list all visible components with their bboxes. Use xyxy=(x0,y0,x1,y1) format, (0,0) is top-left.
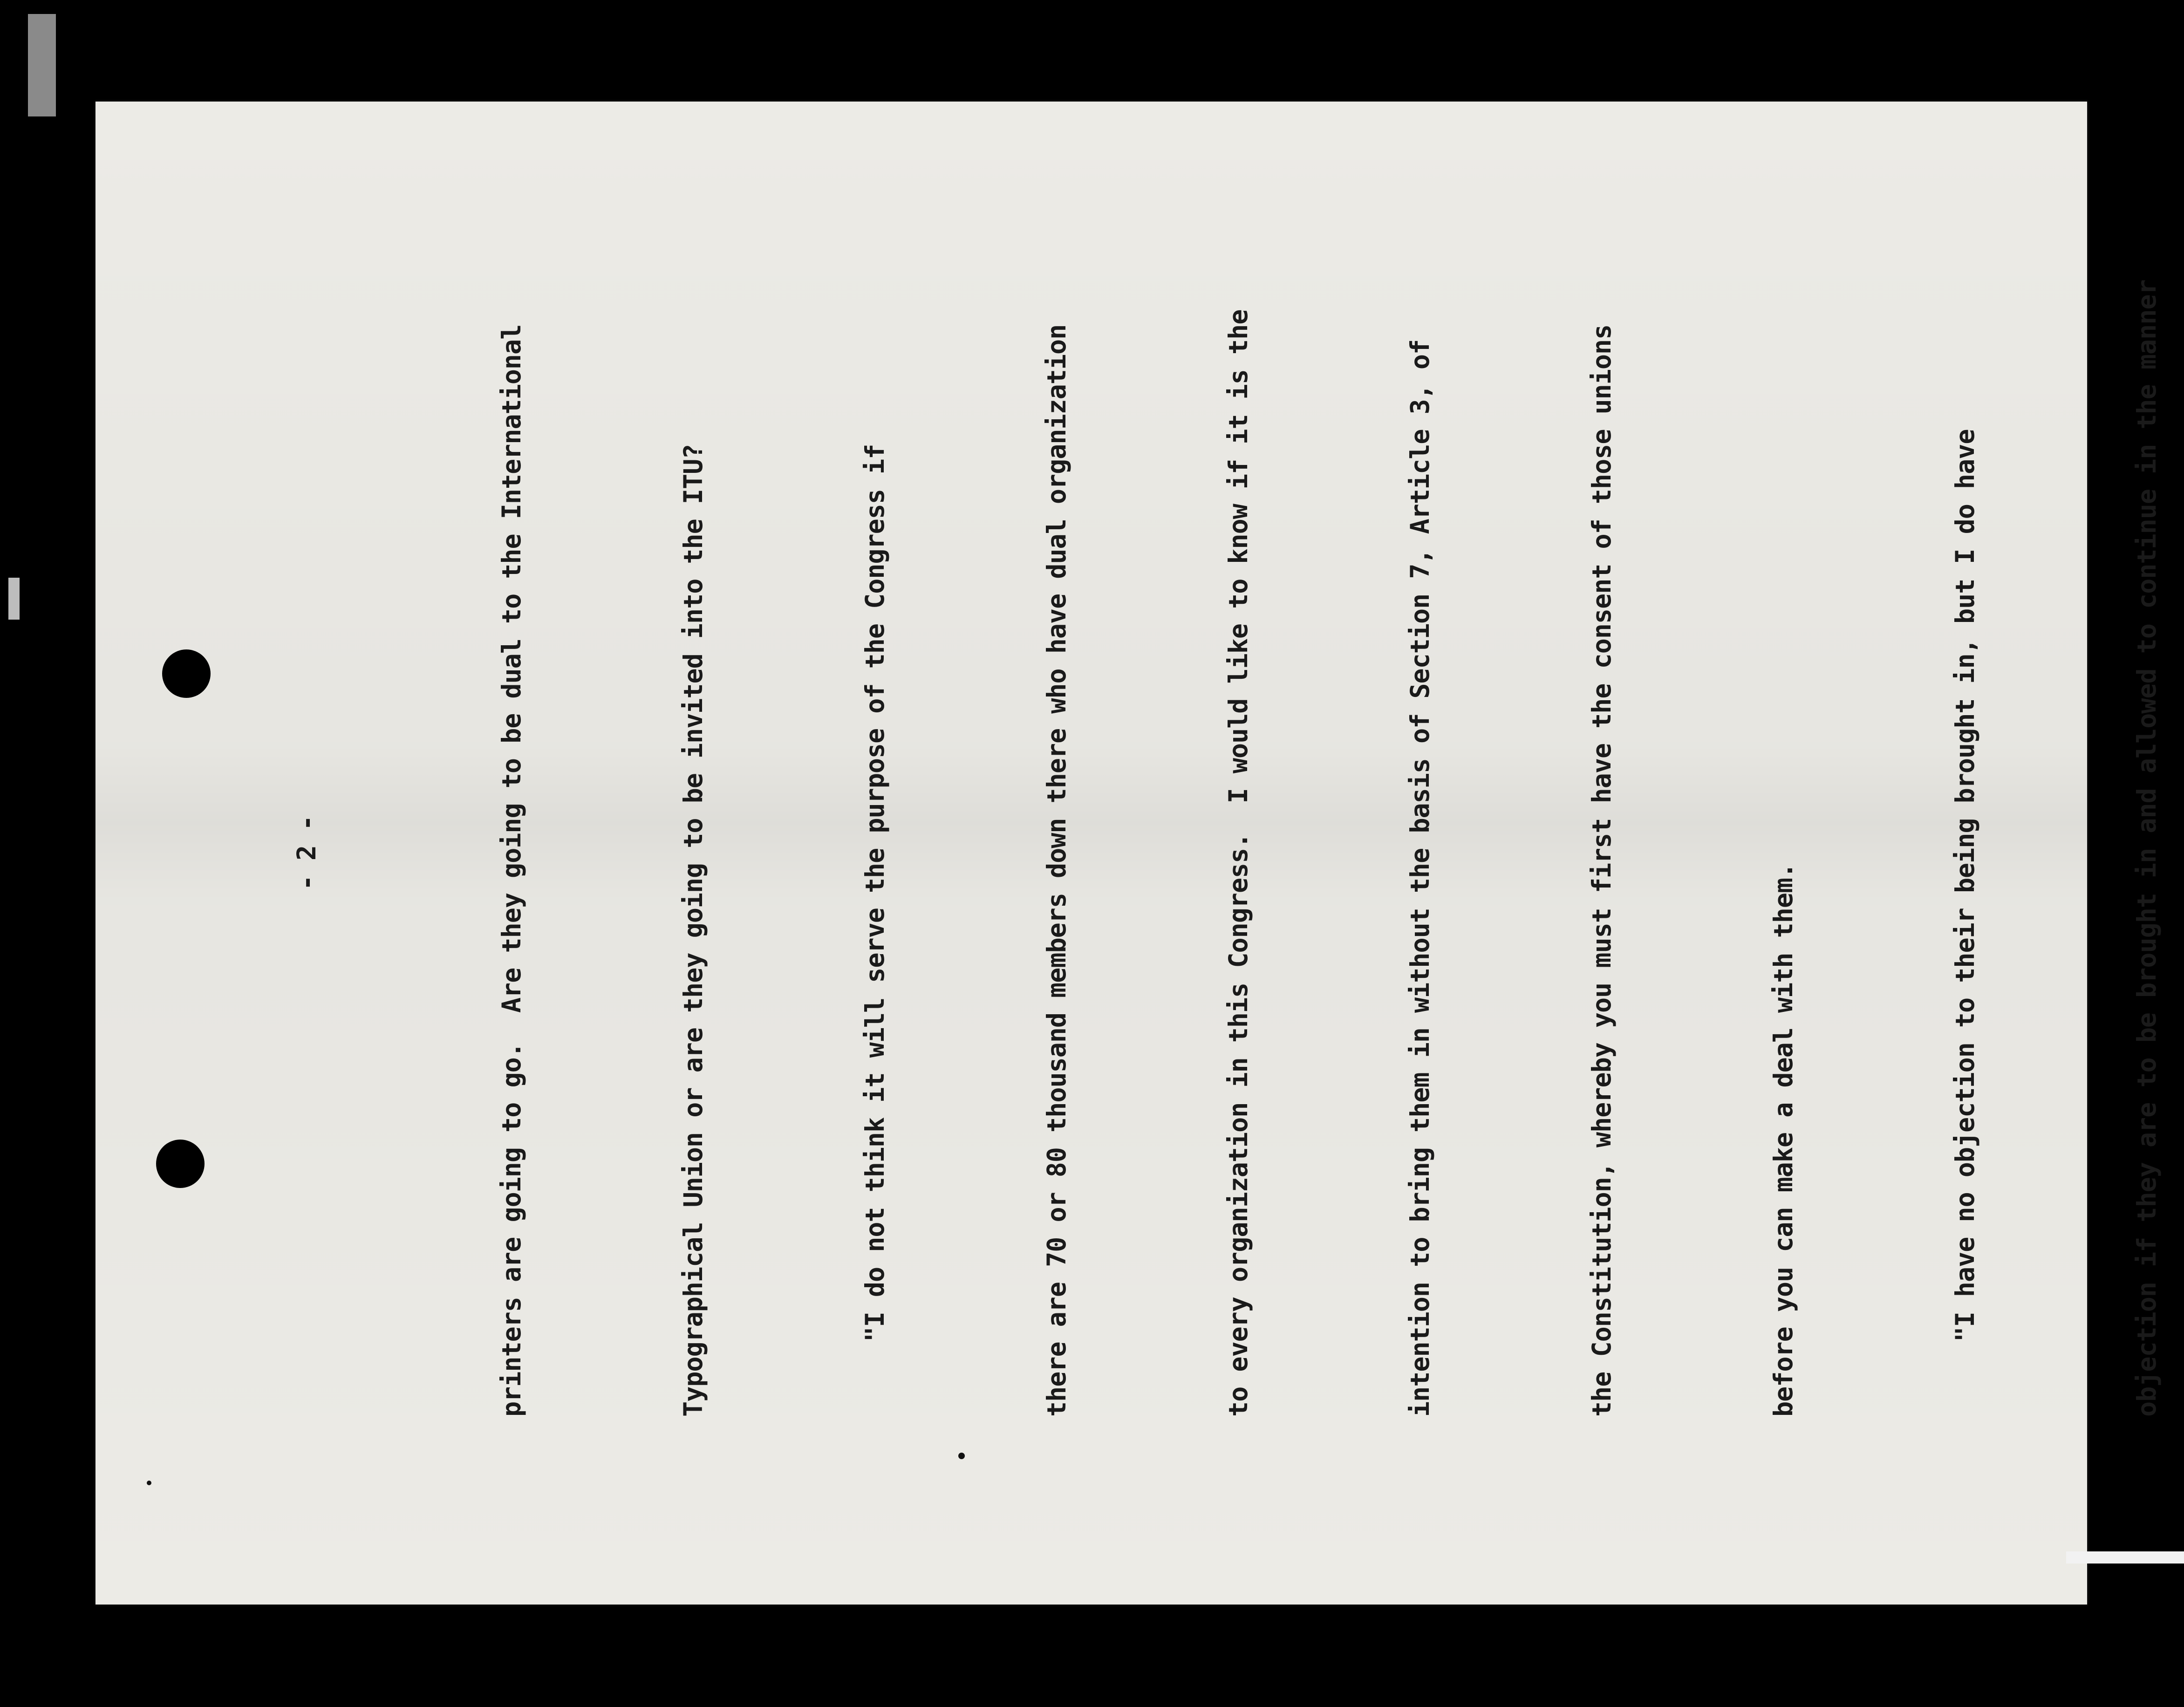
scan-artifact xyxy=(28,14,56,116)
punch-hole-upper xyxy=(162,649,211,698)
typed-text-block xyxy=(281,280,2162,1417)
text-line: "I do not think it will serve the purpose of the Congress if xyxy=(860,444,890,1417)
text-line: printers are going to go. Are they going to be dual to the International xyxy=(496,324,526,1417)
punch-hole-lower xyxy=(156,1140,205,1188)
ink-speck xyxy=(958,1453,965,1459)
text-line: Typographical Union or are they going to be invited into the ITU? xyxy=(678,444,708,1417)
ink-speck xyxy=(147,1481,151,1485)
scan-artifact xyxy=(8,578,20,620)
text-line: the Constitution, whereby you must first have the consent of those unions xyxy=(1586,324,1617,1417)
text-line: intention to bring them in without the basis of Section 7, Article 3, of xyxy=(1405,339,1435,1417)
scan-edge-strip xyxy=(2066,1551,2184,1564)
document-page xyxy=(96,102,2162,1605)
text-line: "I have no objection to their being brought in, but I do have xyxy=(1950,429,1980,1417)
text-line: objection if they are to be brought in and allowed to continue in the manner xyxy=(2131,280,2162,1417)
text-line: to every organization in this Congress. I would like to know if it is the xyxy=(1223,309,1253,1417)
text-line: there are 70 or 80 thousand members down there who have dual organization xyxy=(1041,324,1072,1417)
page-number: - 2 - xyxy=(291,815,321,891)
body-text xyxy=(360,280,2184,1417)
text-line: before you can make a deal with them. xyxy=(1768,863,1798,1417)
